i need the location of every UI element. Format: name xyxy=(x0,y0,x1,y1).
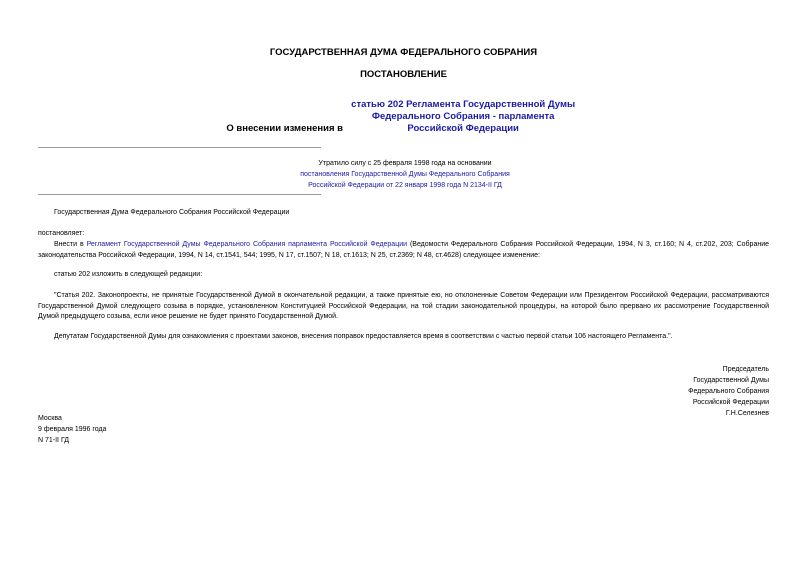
paragraph-deputies: Депутатам Государственной Думы для ознакомления с проектами законов, внесения поправок предоставляется время в соответствии с частью первой статьи 106 настоящего Регламента.". xyxy=(54,333,673,340)
status-note-text: Утратило силу с 25 февраля 1998 года на основании xyxy=(318,160,492,167)
document-type-heading: ПОСТАНОВЛЕНИЕ xyxy=(360,69,447,80)
date: 9 февраля 1996 года xyxy=(38,426,107,433)
status-note-link[interactable]: постановления Государственной Думы Федерального Собрания Российской Федерации от 22 января 1998 года N 2134-II ГД xyxy=(300,171,510,189)
paragraph-article-202: "Статья 202. Законопроекты, не принятые Государственной Думой в окончательной редакции, а также принятые ею, но отклоненные Советом Федерации или Президентом Российской Федерации, рассматриваются Государственной Думой следующего созыва в порядке, установленном Конституцией Российской Федерации, на той стадии законодательной процедуры, на которой было прервано их рассмотрение Государственной Думой предыдущего созыва, если иное решение не будет принято Государственной Думой. xyxy=(38,292,769,320)
regulation-link[interactable]: Регламент Государственной Думы Федерального Собрания парламента Российской Федерации xyxy=(86,241,408,248)
signature-line-2: Государственной Думы xyxy=(693,377,769,384)
title-prefix: О внесении изменения в xyxy=(226,123,346,134)
paragraph-article-wording: статью 202 изложить в следующей редакции: xyxy=(54,271,203,278)
title-article-link[interactable]: статью 202 Регламента Государственной Думы Федерального Собрания - парламента Российской Федерации xyxy=(351,99,576,134)
amendment-suffix: (Ведомости Федерального Собрания Российской Федерации, 1994, N 3, ст.160; N 4, ст.202, 203; Собрание законодательства Российской Федерации, 1994, N 14, ст.1541, 544; 1995, N 17, ст.1507; N 18, ст.1613; N 25, ст.2369; N 48, ст.4628) следующее изменение: xyxy=(38,241,770,259)
organization-heading: ГОСУДАРСТВЕННАЯ ДУМА ФЕДЕРАЛЬНОГО СОБРАНИЯ xyxy=(269,47,538,58)
city: Москва xyxy=(38,415,62,422)
signature-line-1: Председатель xyxy=(722,366,769,373)
signature-line-4: Российской Федерации xyxy=(692,399,769,406)
signature-line-3: Федерального Собрания xyxy=(688,388,769,395)
amendment-prefix: Внести в xyxy=(54,241,87,248)
document-number: N 71-II ГД xyxy=(38,437,70,444)
signature-name: Г.Н.Селезнев xyxy=(725,410,769,417)
place-date-block xyxy=(38,413,106,446)
paragraph-amendment xyxy=(38,240,769,261)
signature-block xyxy=(560,364,769,419)
status-note xyxy=(210,158,600,191)
paragraph-resolves: постановляет: xyxy=(38,230,85,237)
document-title xyxy=(0,99,807,135)
bottom-divider xyxy=(38,194,321,195)
top-divider xyxy=(38,147,321,148)
paragraph-duma: Государственная Дума Федерального Собрания Российской Федерации xyxy=(54,209,290,216)
